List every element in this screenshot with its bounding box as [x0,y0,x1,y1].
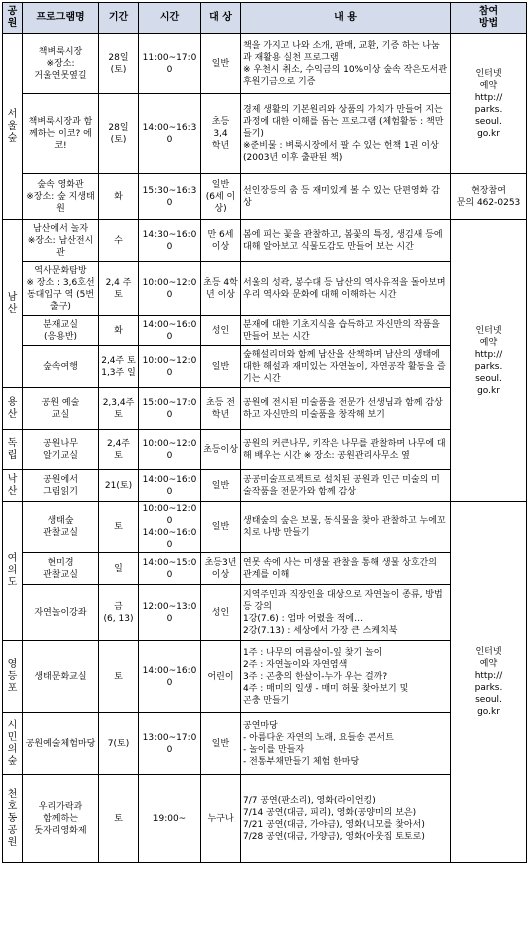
target-cell: 일반 [201,502,241,553]
program-cell: 공원예술체험마당 [23,713,99,775]
program-cell: 남산에서 놀자 ※장소: 남산전시관 [23,220,99,262]
table-row [3,430,527,470]
period-cell: 금 (6, 13) [99,585,139,641]
content-cell: 선인장등의 춤 등 재미있게 볼 수 있는 단편영화 감상 [241,174,451,220]
program-cell: 생태문화교실 [23,641,99,713]
content-cell: 공연마당 - 아름다운 자연의 노래, 요들송 콘서트 - 놀이를 만들자 - 전통부채만들기 체험 한마당 [241,713,451,775]
header-program: 프로그램명 [23,3,99,34]
time-cell: 14:30~16:00 [139,220,201,262]
participation-cell: 인터넷 예약 http:// parks. seoul. go.kr [451,502,527,863]
period-cell: 7(토) [99,713,139,775]
content-cell: 서울의 성곽, 봉수대 등 남산의 역사유적을 돌아보며 우리 역사와 문화에 대해 이해하는 시간 [241,262,451,316]
target-cell: 어린이 [201,641,241,713]
participation-cell: 현장참여 문의 462-0253 [451,174,527,220]
program-cell: 숲속여행 [23,346,99,388]
content-cell: 공원의 커큰나무, 키작은 나무를 관찰하며 나무에 대해 배우는 시간 ※ 장소: 공원관리사무소 옆 [241,430,451,470]
content-cell: 공원에 전시된 미술품을 전문가 선생님과 함께 감상하고 자신만의 미술품을 창작해 보기 [241,388,451,430]
target-cell: 초등3년 이상 [201,553,241,585]
period-cell: 2,4주 토 [99,430,139,470]
park-cell-yongsan: 용 산 [3,388,23,430]
table-row [3,470,527,502]
program-cell: 우리가락과 함께하는 돗자리영화제 [23,775,99,863]
content-cell: 공공미술프로젝트로 설치된 공원과 인근 미술의 미술작품을 전문가와 함께 감상 [241,470,451,502]
program-cell: 책벼룩시장과 함께하는 이코? 에코! [23,94,99,174]
target-cell: 초등이상 [201,430,241,470]
table-row [3,346,527,388]
park-cell-naksan: 낙 산 [3,470,23,502]
program-cell: 책벼룩시장 ※장소: 거울연못옆길 [23,34,99,94]
park-cell-seoul: 서 울 숲 [3,34,23,220]
target-cell: 초등 전학년 [201,388,241,430]
program-cell: 공원 예술 교실 [23,388,99,430]
time-cell: 15:00~17:00 [139,388,201,430]
park-cell-citizen: 시 민 의 숲 [3,713,23,775]
time-cell: 19:00~ [139,775,201,863]
target-cell: 초등 4학년 이상 [201,262,241,316]
period-cell: 수 [99,220,139,262]
park-cell-yeouido: 여 의 도 [3,502,23,641]
time-cell: 14:00~15:00 [139,553,201,585]
time-cell: 14:00~16:00 [139,470,201,502]
table-row [3,641,527,713]
table-row [3,388,527,430]
table-row [3,316,527,346]
header-period: 기간 [99,3,139,34]
header-row [3,3,527,34]
period-cell: 2,4주 토 1,3주 일 [99,346,139,388]
program-cell: 생태숲 관찰교실 [23,502,99,553]
header-content: 내 용 [241,3,451,34]
table-row [3,34,527,94]
target-cell: 일반 [201,346,241,388]
content-cell: 1주 : 나무의 여름살이-잎 찾기 놀이 2주 : 자연놀이와 자연염색 3주 : 곤충의 한살이-누가 우는 걸까? 4주 : 매미의 일생 - 매미 허물 찾아보기 및 곤충 만들기 [241,641,451,713]
header-target: 대 상 [201,3,241,34]
program-cell: 분재교실 (응용반) [23,316,99,346]
park-cell-namsan: 남 산 [3,220,23,388]
table-row [3,713,527,775]
target-cell: 일반 [201,713,241,775]
content-cell: 책을 가지고 나와 소개, 판매, 교환, 기증 하는 나눔과 재활용 실천 프로그램 ※ 우천시 취소, 수익금의 10%이상 숲속 작은도서관 후원기금으로 기증 [241,34,451,94]
target-cell: 일반 (6세 이상) [201,174,241,220]
park-cell-dokrip: 독 립 [3,430,23,470]
time-cell: 13:00~17:00 [139,713,201,775]
program-cell: 공원나무 알기교실 [23,430,99,470]
program-cell: 역사문화탐방 ※ 장소 : 3,6호선 동대입구 역 (5번출구) [23,262,99,316]
time-cell: 11:00~17:00 [139,34,201,94]
table-row [3,220,527,262]
time-cell: 14:00~16:00 [139,316,201,346]
participation-cell: 인터넷 예약 http:// parks. seoul. go.kr [451,34,527,174]
target-cell: 누구나 [201,775,241,863]
period-cell: 2,4 주 토 [99,262,139,316]
period-cell: 21(토) [99,470,139,502]
time-cell: 12:00~13:00 [139,585,201,641]
content-cell: 숲해설리더와 함께 남산을 산책하며 남산의 생태에 대한 해설과 재미있는 자연놀이, 자연공작 활동을 즐기는 시간 [241,346,451,388]
period-cell: 일 [99,553,139,585]
time-cell: 10:00~12:00 [139,430,201,470]
program-cell: 공원에서 그림읽기 [23,470,99,502]
time-cell: 15:30~16:30 [139,174,201,220]
period-cell: 28일(토) [99,94,139,174]
program-cell: 숲속 영화관 ※장소: 숲 지생태원 [23,174,99,220]
park-cell-yeongdeungpo: 영 등 포 [3,641,23,713]
target-cell: 만 6세 이상 [201,220,241,262]
participation-cell: 인터넷 예약 http:// parks. seoul. go.kr [451,220,527,502]
header-participation: 참여 방법 [451,3,527,34]
period-cell: 화 [99,316,139,346]
table-row [3,775,527,863]
content-cell: 분재에 대한 기초지식을 습득하고 자신만의 작품을 만들어 보는 시간 [241,316,451,346]
park-cell-cheonho: 천 호 동 공 원 [3,775,23,863]
target-cell: 일반 [201,34,241,94]
table-row [3,553,527,585]
time-cell: 10:00~12:00 [139,262,201,316]
header-park: 공원 [3,3,23,34]
time-cell: 14:00~16:30 [139,94,201,174]
time-cell: 10:00~12:00 14:00~16:00 [139,502,201,553]
table-row [3,502,527,553]
period-cell: 토 [99,502,139,553]
period-cell: 28일(토) [99,34,139,94]
content-cell: 봄에 피는 꽃을 관찰하고, 봄꽃의 특징, 생김새 등에 대해 알아보고 식물도감도 만들어 보는 시간 [241,220,451,262]
period-cell: 2,3,4주 토 [99,388,139,430]
content-cell: 연못 속에 사는 미생물 관찰을 통해 생물 상호간의 관계를 이해 [241,553,451,585]
period-cell: 토 [99,775,139,863]
table-row [3,262,527,316]
period-cell: 토 [99,641,139,713]
program-cell: 현미경 관찰교실 [23,553,99,585]
target-cell: 초등 3,4 학년 [201,94,241,174]
table-row [3,94,527,174]
time-cell: 14:00~16:00 [139,641,201,713]
table-row [3,174,527,220]
program-table [2,2,527,863]
program-cell: 자연놀이강좌 [23,585,99,641]
content-cell: 지역주민과 직장인을 대상으로 자연놀이 종류, 방법 등 강의 1강(7.6) : 엄마 어렸을 적에… 2강(7.13) : 세상에서 가장 큰 스케치북 [241,585,451,641]
target-cell: 일반 [201,470,241,502]
period-cell: 화 [99,174,139,220]
content-cell: 생태숲의 숲은 보물, 동식물을 찾아 관찰하고 누에꼬치로 나방 만들기 [241,502,451,553]
header-time: 시간 [139,3,201,34]
target-cell: 성인 [201,585,241,641]
content-cell: 7/7 공연(판소리), 영화(라이언킹) 7/14 공연(대금, 피리), 영화(공양미의 보은) 7/21 공연(대금, 가야금), 영화(니모를 찾아서) 7/28 공연(대금, 가양금), 영화(아웃집 토토로) [241,775,451,863]
target-cell: 성인 [201,316,241,346]
table-row [3,585,527,641]
content-cell: 경제 생활의 기본원리와 상품의 가치가 만들어 지는 과정에 대한 이해를 돕는 프로그램 (체험활동 : 책만들기) ※준비물 : 벼룩시장에서 팔 수 있는 헌책 1권 이상 (2003년 이후 출판된 책) [241,94,451,174]
time-cell: 10:00~12:00 [139,346,201,388]
